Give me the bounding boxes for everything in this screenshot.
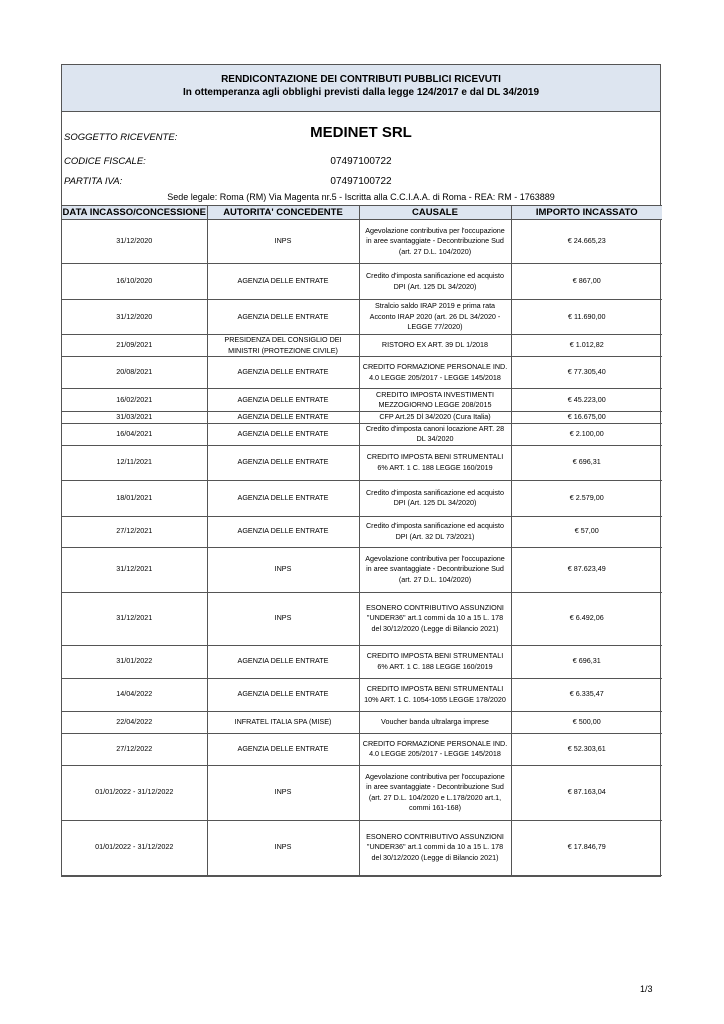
table-row (62, 678, 662, 711)
table-row (62, 480, 662, 516)
col-header-reason: CAUSALE (359, 206, 511, 220)
amount-cell: € 11.690,00 (511, 300, 662, 335)
fiscal-code-value: 07497100722 (330, 156, 392, 167)
amount-cell: € 6.492,06 (511, 592, 662, 645)
authority-cell: AGENZIA DELLE ENTRATE (207, 412, 359, 424)
table-row (62, 335, 662, 357)
authority-cell: AGENZIA DELLE ENTRATE (207, 264, 359, 300)
table-row (62, 300, 662, 335)
reason-cell: Agevolazione contributiva per l'occupazione in aree svantaggiate - Decontribuzione Sud (art. 27 D.L. 104/2020 e L.178/2020 art.1, commi 161-168) (359, 765, 511, 820)
reason-cell: ESONERO CONTRIBUTIVO ASSUNZIONI "UNDER36" art.1 commi da 10 a 15 L. 178 del 30/12/2020 (Legge di Bilancio 2021) (359, 820, 511, 875)
date-cell: 20/08/2021 (62, 357, 207, 389)
table-body (62, 220, 662, 876)
table-row (62, 412, 662, 424)
authority-cell: INFRATEL ITALIA SPA (MISE) (207, 711, 359, 733)
reason-cell: Agevolazione contributiva per l'occupazione in aree svantaggiate - Decontribuzione Sud (art. 27 D.L. 104/2020) (359, 220, 511, 264)
table-row (62, 711, 662, 733)
table-row (62, 220, 662, 264)
amount-cell: € 696,31 (511, 645, 662, 678)
col-header-amount: IMPORTO INCASSATO (511, 206, 662, 220)
amount-cell: € 87.163,04 (511, 765, 662, 820)
report-title: RENDICONTAZIONE DEI CONTRIBUTI PUBBLICI RICEVUTI (221, 74, 501, 85)
table-row (62, 592, 662, 645)
authority-cell: INPS (207, 547, 359, 592)
amount-cell: € 867,00 (511, 264, 662, 300)
amount-cell: € 500,00 (511, 711, 662, 733)
amount-cell: € 45.223,00 (511, 389, 662, 412)
table-header-row (62, 206, 662, 220)
reason-cell: Voucher banda ultralarga imprese (359, 711, 511, 733)
table-row (62, 547, 662, 592)
amount-cell: € 17.846,79 (511, 820, 662, 875)
amount-cell: € 57,00 (511, 516, 662, 547)
reason-cell: ESONERO CONTRIBUTIVO ASSUNZIONI "UNDER36" art.1 commi da 10 a 15 L. 178 del 30/12/2020 (Legge di Bilancio 2021) (359, 592, 511, 645)
table-row (62, 765, 662, 820)
date-cell: 16/02/2021 (62, 389, 207, 412)
date-cell: 16/10/2020 (62, 264, 207, 300)
reason-cell: CREDITO IMPOSTA INVESTIMENTI MEZZOGIORNO LEGGE 208/2015 (359, 389, 511, 412)
contributions-table (62, 205, 662, 876)
table-row (62, 357, 662, 389)
table-row (62, 820, 662, 875)
reason-cell: CFP Art.25 Dl 34/2020 (Cura Italia) (359, 412, 511, 424)
document-sheet (61, 64, 661, 877)
reason-cell: Stralcio saldo IRAP 2019 e prima rata Acconto IRAP 2020 (art. 26 DL 34/2020 - LEGGE 77/2020) (359, 300, 511, 335)
date-cell: 27/12/2022 (62, 733, 207, 765)
date-cell: 31/12/2020 (62, 300, 207, 335)
recipient-row (62, 124, 660, 148)
report-header (62, 64, 660, 112)
date-cell: 31/12/2021 (62, 547, 207, 592)
authority-cell: INPS (207, 765, 359, 820)
amount-cell: € 2.100,00 (511, 423, 662, 445)
reason-cell: Credito d'imposta canoni locazione ART. 28 DL 34/2020 (359, 423, 511, 445)
registered-office: Sede legale: Roma (RM) Via Magenta nr.5 - Iscritta alla C.C.I.A.A. di Roma - REA: RM - 1763889 (167, 192, 555, 202)
amount-cell: € 6.335,47 (511, 678, 662, 711)
authority-cell: AGENZIA DELLE ENTRATE (207, 357, 359, 389)
authority-cell: AGENZIA DELLE ENTRATE (207, 300, 359, 335)
date-cell: 01/01/2022 - 31/12/2022 (62, 765, 207, 820)
amount-cell: € 52.303,61 (511, 733, 662, 765)
authority-cell: AGENZIA DELLE ENTRATE (207, 445, 359, 480)
reason-cell: CREDITO IMPOSTA BENI STRUMENTALI 6% ART. 1 C. 188 LEGGE 160/2019 (359, 645, 511, 678)
vat-value: 07497100722 (330, 176, 392, 187)
table-row (62, 516, 662, 547)
date-cell: 12/11/2021 (62, 445, 207, 480)
reason-cell: Agevolazione contributiva per l'occupazione in aree svantaggiate - Decontribuzione Sud (art. 27 D.L. 104/2020) (359, 547, 511, 592)
fiscal-code-label: CODICE FISCALE: (64, 156, 146, 167)
reason-cell: Credito d'imposta sanificazione ed acquisto DPI (Art. 125 DL 34/2020) (359, 264, 511, 300)
authority-cell: AGENZIA DELLE ENTRATE (207, 645, 359, 678)
reason-cell: CREDITO IMPOSTA BENI STRUMENTALI 10% ART. 1 C. 1054-1055 LEGGE 178/2020 (359, 678, 511, 711)
date-cell: 18/01/2021 (62, 480, 207, 516)
amount-cell: € 2.579,00 (511, 480, 662, 516)
page-number: 1/3 (640, 984, 653, 994)
date-cell: 21/09/2021 (62, 335, 207, 357)
authority-cell: INPS (207, 820, 359, 875)
amount-cell: € 24.665,23 (511, 220, 662, 264)
reason-cell: CREDITO IMPOSTA BENI STRUMENTALI 6% ART. 1 C. 188 LEGGE 160/2019 (359, 445, 511, 480)
authority-cell: INPS (207, 220, 359, 264)
date-cell: 31/01/2022 (62, 645, 207, 678)
reason-cell: RISTORO EX ART. 39 DL 1/2018 (359, 335, 511, 357)
table-row (62, 389, 662, 412)
table-row (62, 264, 662, 300)
date-cell: 31/12/2020 (62, 220, 207, 264)
date-cell: 16/04/2021 (62, 423, 207, 445)
amount-cell: € 16.675,00 (511, 412, 662, 424)
report-subtitle: In ottemperanza agli obblighi previsti dalla legge 124/2017 e dal DL 34/2019 (182, 87, 540, 98)
amount-cell: € 1.012,82 (511, 335, 662, 357)
authority-cell: INPS (207, 592, 359, 645)
col-header-date: DATA INCASSO/CONCESSIONE (62, 206, 206, 218)
authority-cell: AGENZIA DELLE ENTRATE (207, 423, 359, 445)
table-row (62, 645, 662, 678)
company-name: MEDINET SRL (310, 124, 412, 141)
date-cell: 14/04/2022 (62, 678, 207, 711)
date-cell: 27/12/2021 (62, 516, 207, 547)
authority-cell: AGENZIA DELLE ENTRATE (207, 480, 359, 516)
authority-cell: AGENZIA DELLE ENTRATE (207, 678, 359, 711)
reason-cell: CREDITO FORMAZIONE PERSONALE IND. 4.0 LEGGE 205/2017 - LEGGE 145/2018 (359, 733, 511, 765)
col-header-authority: AUTORITA' CONCEDENTE (207, 206, 359, 220)
fiscal-code-row (62, 152, 660, 172)
reason-cell: CREDITO FORMAZIONE PERSONALE IND. 4.0 LEGGE 205/2017 - LEGGE 145/2018 (359, 357, 511, 389)
authority-cell: AGENZIA DELLE ENTRATE (207, 733, 359, 765)
reason-cell: Credito d'imposta sanificazione ed acquisto DPI (Art. 125 DL 34/2020) (359, 480, 511, 516)
amount-cell: € 696,31 (511, 445, 662, 480)
authority-cell: AGENZIA DELLE ENTRATE (207, 389, 359, 412)
table-row (62, 423, 662, 445)
vat-label: PARTITA IVA: (64, 176, 123, 187)
reason-cell: Credito d'imposta sanificazione ed acquisto DPI (Art. 32 DL 73/2021) (359, 516, 511, 547)
table-row (62, 445, 662, 480)
authority-cell: AGENZIA DELLE ENTRATE (207, 516, 359, 547)
amount-cell: € 77.305,40 (511, 357, 662, 389)
amount-cell: € 87.623,49 (511, 547, 662, 592)
table-row (62, 733, 662, 765)
date-cell: 01/01/2022 - 31/12/2022 (62, 820, 207, 875)
authority-cell: PRESIDENZA DEL CONSIGLIO DEI MINISTRI (PROTEZIONE CIVILE) (207, 335, 359, 357)
date-cell: 31/03/2021 (62, 412, 207, 424)
date-cell: 22/04/2022 (62, 711, 207, 733)
vat-row (62, 172, 660, 190)
recipient-label: SOGGETTO RICEVENTE: (64, 132, 178, 143)
date-cell: 31/12/2021 (62, 592, 207, 645)
